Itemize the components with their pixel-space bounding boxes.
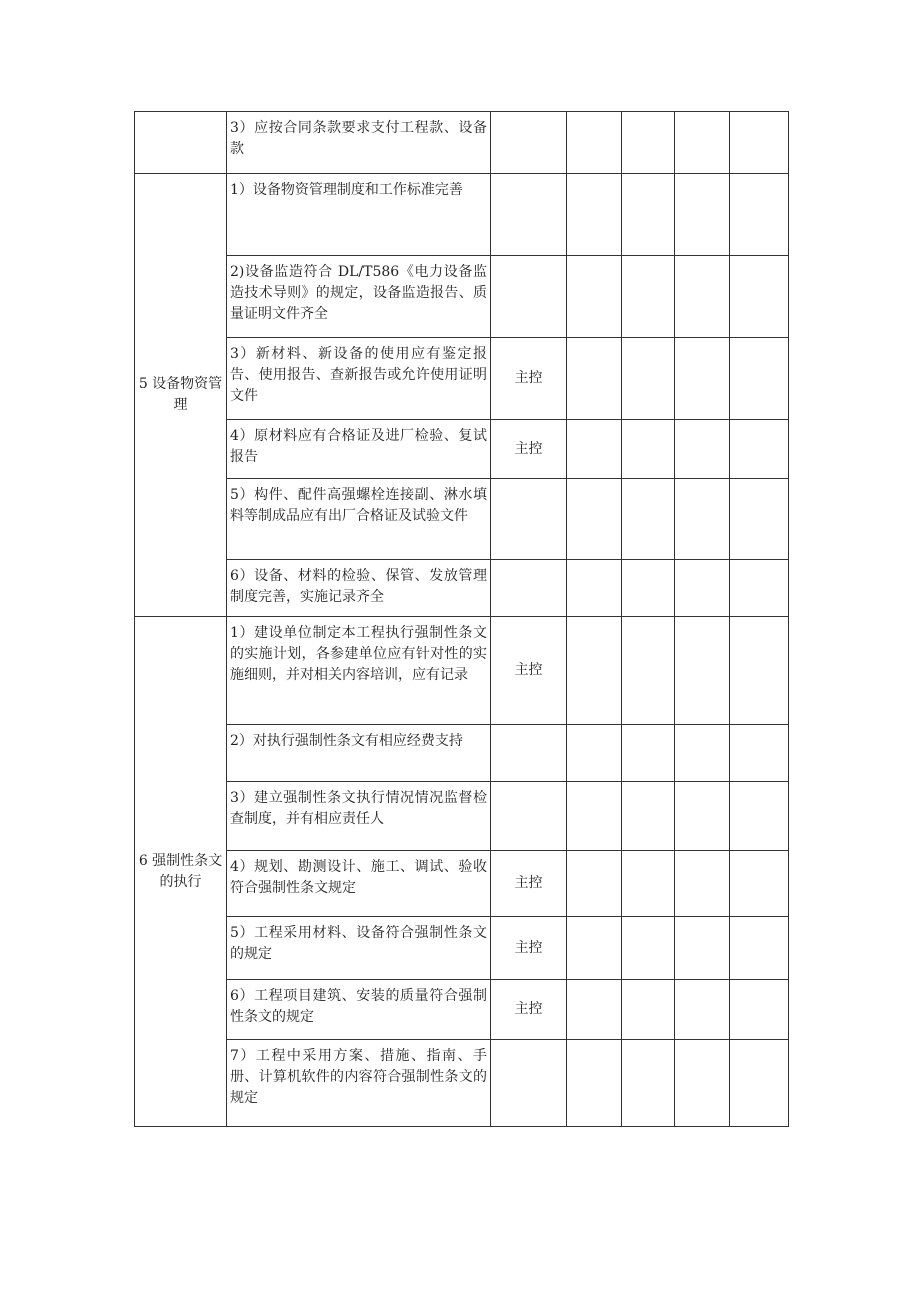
blank-cell bbox=[567, 560, 622, 617]
blank-cell bbox=[622, 338, 675, 420]
inspection-table bbox=[134, 111, 789, 1127]
blank-cell bbox=[567, 782, 622, 851]
control-level: 主控 bbox=[491, 338, 567, 420]
blank-cell bbox=[567, 256, 622, 338]
check-item: 5）工程采用材料、设备符合强制性条文的规定 bbox=[227, 917, 491, 980]
control-level bbox=[491, 1040, 567, 1127]
blank-cell bbox=[675, 851, 730, 917]
blank-cell bbox=[567, 338, 622, 420]
blank-cell bbox=[567, 174, 622, 256]
blank-cell bbox=[567, 479, 622, 560]
control-level bbox=[491, 174, 567, 256]
blank-cell bbox=[622, 1040, 675, 1127]
blank-cell bbox=[730, 980, 789, 1040]
check-item: 1）建设单位制定本工程执行强制性条文的实施计划，各参建单位应有针对性的实施细则，并对相关内容培训，应有记录 bbox=[227, 617, 491, 725]
section-cell: 6 强制性条文的执行 bbox=[135, 617, 227, 1127]
blank-cell bbox=[675, 174, 730, 256]
table-row bbox=[135, 1040, 789, 1127]
table-row bbox=[135, 917, 789, 980]
control-level bbox=[491, 560, 567, 617]
blank-cell bbox=[622, 617, 675, 725]
section-cell: 5 设备物资管理 bbox=[135, 174, 227, 617]
table-row bbox=[135, 174, 789, 256]
blank-cell bbox=[567, 980, 622, 1040]
control-level: 主控 bbox=[491, 420, 567, 479]
blank-cell bbox=[675, 338, 730, 420]
table-row bbox=[135, 851, 789, 917]
check-item: 4）规划、勘测设计、施工、调试、验收符合强制性条文规定 bbox=[227, 851, 491, 917]
blank-cell bbox=[730, 420, 789, 479]
table-row bbox=[135, 112, 789, 174]
blank-cell bbox=[622, 174, 675, 256]
blank-cell bbox=[622, 420, 675, 479]
blank-cell bbox=[730, 725, 789, 782]
check-item: 2)设备监造符合 DL/T586《电力设备监造技术导则》的规定，设备监造报告、质量证明文件齐全 bbox=[227, 256, 491, 338]
blank-cell bbox=[622, 917, 675, 980]
table-row bbox=[135, 725, 789, 782]
blank-cell bbox=[730, 174, 789, 256]
table-row bbox=[135, 338, 789, 420]
table-row bbox=[135, 256, 789, 338]
blank-cell bbox=[622, 851, 675, 917]
control-level: 主控 bbox=[491, 617, 567, 725]
check-item: 5）构件、配件高强螺栓连接副、淋水填料等制成品应有出厂合格证及试验文件 bbox=[227, 479, 491, 560]
blank-cell bbox=[567, 617, 622, 725]
control-level bbox=[491, 725, 567, 782]
check-item: 2）对执行强制性条文有相应经费支持 bbox=[227, 725, 491, 782]
blank-cell bbox=[675, 479, 730, 560]
control-level bbox=[491, 112, 567, 174]
blank-cell bbox=[675, 1040, 730, 1127]
blank-cell bbox=[567, 420, 622, 479]
blank-cell bbox=[730, 617, 789, 725]
blank-cell bbox=[567, 1040, 622, 1127]
blank-cell bbox=[622, 479, 675, 560]
control-level: 主控 bbox=[491, 980, 567, 1040]
blank-cell bbox=[675, 420, 730, 479]
check-item: 4）原材料应有合格证及进厂检验、复试报告 bbox=[227, 420, 491, 479]
blank-cell bbox=[730, 560, 789, 617]
blank-cell bbox=[622, 112, 675, 174]
blank-cell bbox=[622, 256, 675, 338]
check-item: 3）应按合同条款要求支付工程款、设备款 bbox=[227, 112, 491, 174]
control-level bbox=[491, 782, 567, 851]
check-item: 6）工程项目建筑、安装的质量符合强制性条文的规定 bbox=[227, 980, 491, 1040]
blank-cell bbox=[567, 725, 622, 782]
control-level bbox=[491, 256, 567, 338]
table-row bbox=[135, 617, 789, 725]
blank-cell bbox=[730, 112, 789, 174]
table-row bbox=[135, 980, 789, 1040]
blank-cell bbox=[675, 917, 730, 980]
table-row bbox=[135, 782, 789, 851]
blank-cell bbox=[730, 917, 789, 980]
blank-cell bbox=[730, 338, 789, 420]
blank-cell bbox=[567, 851, 622, 917]
blank-cell bbox=[675, 782, 730, 851]
blank-cell bbox=[675, 256, 730, 338]
blank-cell bbox=[675, 980, 730, 1040]
blank-cell bbox=[730, 479, 789, 560]
control-level bbox=[491, 479, 567, 560]
control-level: 主控 bbox=[491, 917, 567, 980]
blank-cell bbox=[730, 782, 789, 851]
table-row bbox=[135, 479, 789, 560]
blank-cell bbox=[567, 917, 622, 980]
check-item: 7）工程中采用方案、措施、指南、手册、计算机软件的内容符合强制性条文的规定 bbox=[227, 1040, 491, 1127]
blank-cell bbox=[622, 725, 675, 782]
blank-cell bbox=[730, 851, 789, 917]
check-item: 6）设备、材料的检验、保管、发放管理制度完善，实施记录齐全 bbox=[227, 560, 491, 617]
check-item: 3）新材料、新设备的使用应有鉴定报告、使用报告、查新报告或允许使用证明文件 bbox=[227, 338, 491, 420]
table-row bbox=[135, 420, 789, 479]
blank-cell bbox=[622, 782, 675, 851]
blank-cell bbox=[622, 560, 675, 617]
control-level: 主控 bbox=[491, 851, 567, 917]
blank-cell bbox=[567, 112, 622, 174]
section-cell bbox=[135, 112, 227, 174]
check-item: 3）建立强制性条文执行情况情况监督检查制度，并有相应责任人 bbox=[227, 782, 491, 851]
blank-cell bbox=[730, 1040, 789, 1127]
blank-cell bbox=[730, 256, 789, 338]
blank-cell bbox=[622, 980, 675, 1040]
check-item: 1）设备物资管理制度和工作标准完善 bbox=[227, 174, 491, 256]
table-row bbox=[135, 560, 789, 617]
blank-cell bbox=[675, 112, 730, 174]
blank-cell bbox=[675, 617, 730, 725]
blank-cell bbox=[675, 725, 730, 782]
blank-cell bbox=[675, 560, 730, 617]
